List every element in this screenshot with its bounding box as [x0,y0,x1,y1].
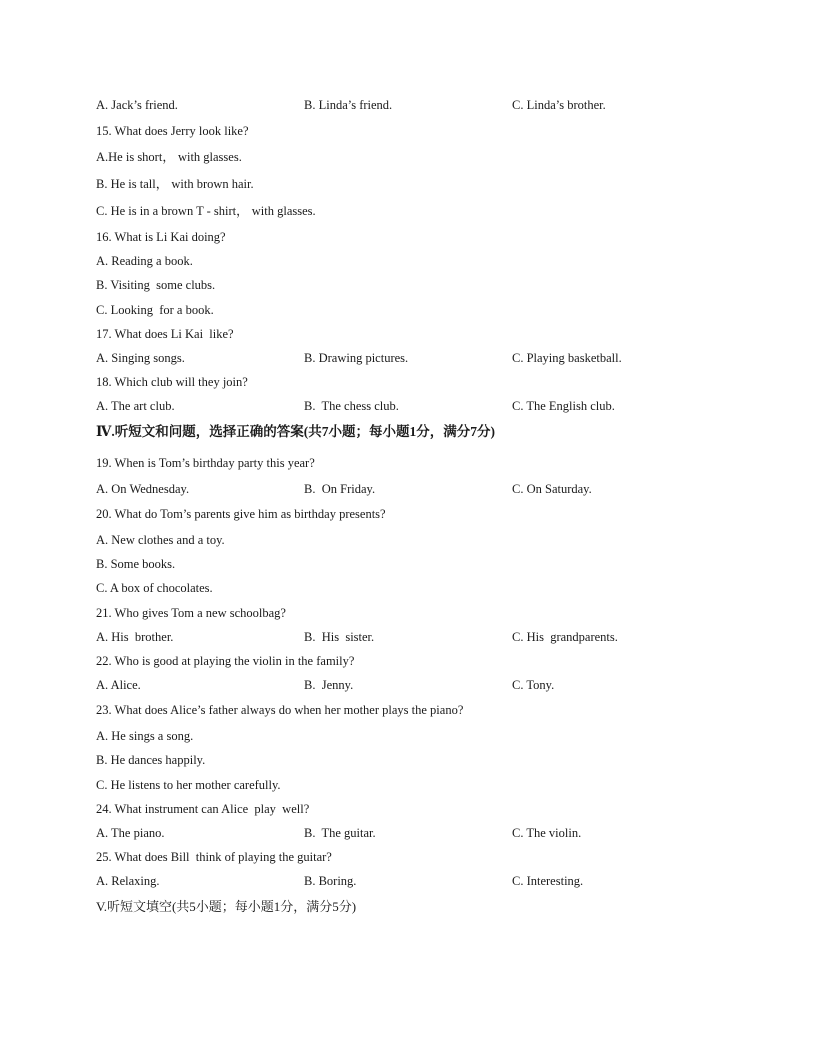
q18-option-b: B. The chess club. [304,399,399,413]
q21-question: 21. Who gives Tom a new schoolbag? [96,606,286,620]
q19-option-a: A. On Wednesday. [96,482,190,496]
q20-option-a: A. New clothes and a toy. [96,533,225,547]
q19-option-c: C. On Saturday. [512,482,592,496]
q21-option-a: A. His brother. [96,630,174,644]
q15-option-a: A.He is short， with glasses. [96,150,242,164]
q20-question: 20. What do Tom’s parents give him as birthday presents? [96,507,386,521]
q22-option-c: C. Tony. [512,678,555,692]
q17-option-c: C. Playing basketball. [512,351,622,365]
q16-option-a: A. Reading a book. [96,254,193,268]
q14-option-a: A. Jack’s friend. [96,98,178,112]
q20-option-b: B. Some books. [96,557,176,571]
q17-option-a: A. Singing songs. [96,351,185,365]
q18-option-c: C. The English club. [512,399,615,413]
q14-option-b: B. Linda’s friend. [304,98,393,112]
q17-option-b: B. Drawing pictures. [304,351,409,365]
q25-question: 25. What does Bill think of playing the guitar? [96,850,332,864]
q25-option-c: C. Interesting. [512,874,584,888]
section-5-title: V.听短文填空(共5小题；每小题1分，满分5分) [96,899,357,914]
q24-option-a: A. The piano. [96,826,165,840]
q18-question: 18. Which club will they join? [96,375,248,389]
q15-question: 15. What does Jerry look like? [96,124,249,138]
q23-question: 23. What does Alice’s father always do when her mother plays the piano? [96,703,464,717]
q15-option-b: B. He is tall， with brown hair. [96,177,254,191]
q24-option-c: C. The violin. [512,826,582,840]
q22-question: 22. Who is good at playing the violin in the family? [96,654,355,668]
q19-question: 19. When is Tom’s birthday party this year? [96,456,315,470]
q22-option-a: A. Alice. [96,678,141,692]
q25-option-a: A. Relaxing. [96,874,160,888]
q22-option-b: B. Jenny. [304,678,354,692]
q25-option-b: B. Boring. [304,874,357,888]
q16-option-b: B. Visiting some clubs. [96,278,216,292]
section-4-title: Ⅳ.听短文和问题，选择正确的答案(共7小题；每小题1分，满分7分) [96,424,495,439]
q19-option-b: B. On Friday. [304,482,376,496]
q20-option-c: C. A box of chocolates. [96,581,213,595]
q23-option-c: C. He listens to her mother carefully. [96,778,281,792]
q18-option-a: A. The art club. [96,399,175,413]
q24-option-b: B. The guitar. [304,826,376,840]
q16-option-c: C. Looking for a book. [96,303,214,317]
q14-option-c: C. Linda’s brother. [512,98,606,112]
q17-question: 17. What does Li Kai like? [96,327,234,341]
q21-option-b: B. His sister. [304,630,375,644]
q23-option-a: A. He sings a song. [96,729,194,743]
q24-question: 24. What instrument can Alice play well? [96,802,310,816]
q21-option-c: C. His grandparents. [512,630,618,644]
q16-question: 16. What is Li Kai doing? [96,230,226,244]
q23-option-b: B. He dances happily. [96,753,206,767]
q15-option-c: C. He is in a brown T - shirt， with glasses. [96,204,316,218]
